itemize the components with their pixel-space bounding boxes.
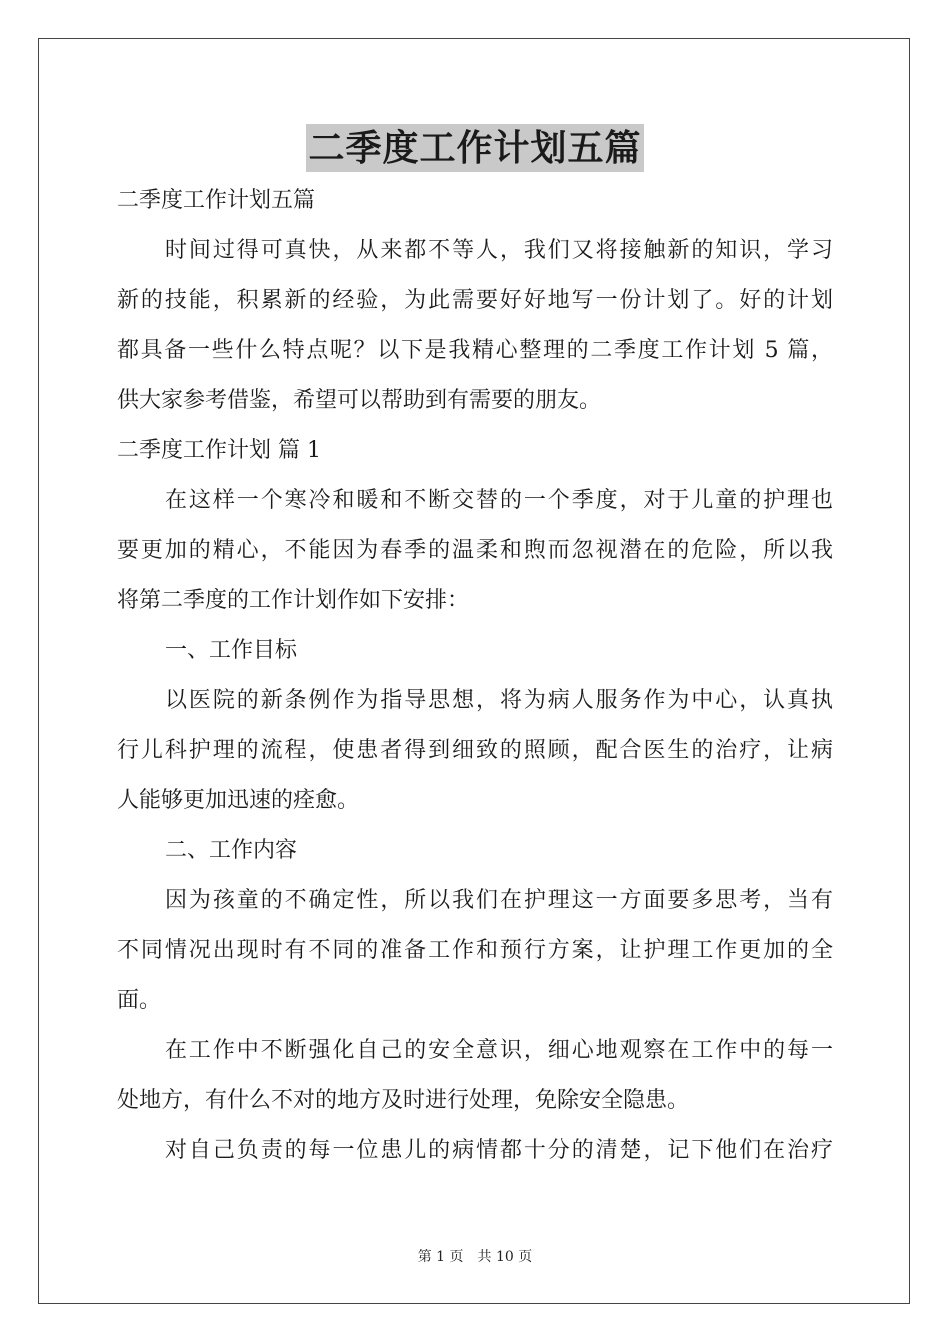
- paragraph-line: 新的技能，积累新的经验，为此需要好好地写一份计划了。好的计划: [117, 288, 833, 313]
- page-number: 第 1 页: [417, 1249, 464, 1265]
- paragraph-line: 在工作中不断强化自己的安全意识，细心地观察在工作中的每一: [165, 1038, 833, 1063]
- paragraph-line: 供大家参考借鉴，希望可以帮助到有需要的朋友。: [117, 388, 602, 413]
- page-footer: [0, 1247, 950, 1267]
- paragraph-line: 要更加的精心，不能因为春季的温柔和煦而忽视潜在的危险，所以我: [117, 538, 833, 563]
- paragraph-line: 处地方，有什么不对的地方及时进行处理，免除安全隐患。: [117, 1088, 690, 1113]
- paragraph-line: 对自己负责的每一位患儿的病情都十分的清楚，记下他们在治疗: [165, 1138, 833, 1163]
- paragraph-line: 时间过得可真快，从来都不等人，我们又将接触新的知识，学习: [165, 238, 833, 263]
- subheading: 一、工作目标: [165, 638, 298, 663]
- paragraph-line: 行儿科护理的流程，使患者得到细致的照顾，配合医生的治疗，让病: [117, 738, 833, 763]
- paragraph-line: 因为孩童的不确定性，所以我们在护理这一方面要多思考，当有: [165, 888, 833, 913]
- title-container: [0, 124, 950, 172]
- section-heading: 二季度工作计划 篇 1: [117, 438, 321, 463]
- document-title: 二季度工作计划五篇: [306, 124, 643, 172]
- paragraph-line: 面。: [117, 988, 162, 1013]
- paragraph-line: 都具备一些什么特点呢？以下是我精心整理的二季度工作计划 5 篇，: [117, 338, 833, 363]
- paragraph-line: 人能够更加迅速的痊愈。: [117, 788, 360, 813]
- document-body: [117, 176, 833, 1176]
- page-total: 共 10 页: [477, 1249, 533, 1265]
- paragraph-line: 以医院的新条例作为指导思想，将为病人服务作为中心，认真执: [165, 688, 833, 713]
- section-heading: 二季度工作计划五篇: [117, 188, 316, 213]
- paragraph-line: 将第二季度的工作计划作如下安排：: [117, 588, 470, 613]
- paragraph-line: 不同情况出现时有不同的准备工作和预行方案，让护理工作更加的全: [117, 938, 833, 963]
- subheading: 二、工作内容: [165, 838, 298, 863]
- paragraph-line: 在这样一个寒冷和暖和不断交替的一个季度，对于儿童的护理也: [165, 488, 833, 513]
